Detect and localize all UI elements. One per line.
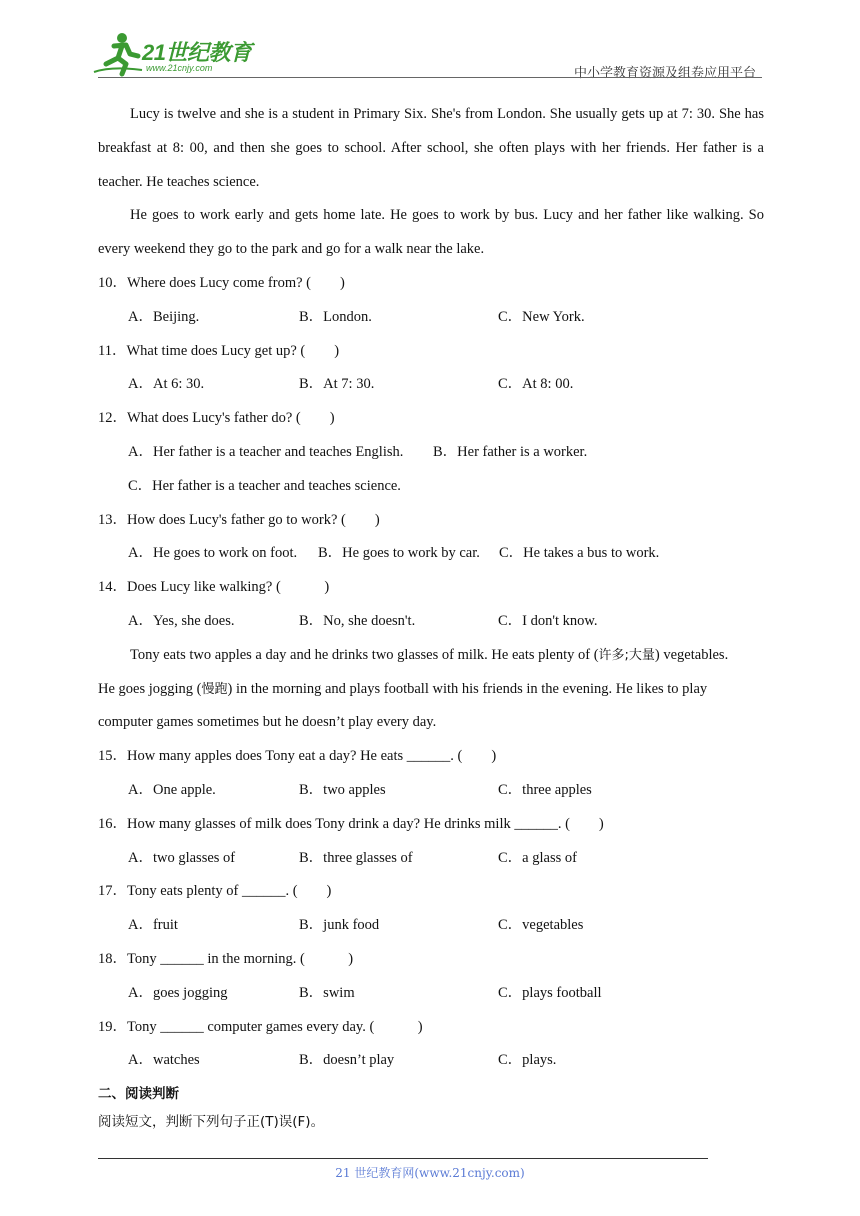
passage-line: [98, 673, 764, 707]
option-b[interactable]: B．three glasses of: [299, 849, 413, 866]
passage-line: [98, 639, 764, 673]
option-b[interactable]: B．London.: [299, 308, 372, 325]
question-text: 14．Does Lucy like walking? ( ): [98, 579, 330, 596]
question: [98, 1011, 764, 1045]
option-b[interactable]: B．At 7: 30.: [299, 376, 375, 393]
option-a[interactable]: A．watches: [128, 1052, 200, 1069]
chinese-gloss: 许多;大量: [598, 647, 655, 663]
section-heading: 二、阅读判断: [98, 1086, 179, 1103]
question: [98, 504, 764, 538]
site-logo: [92, 30, 262, 78]
options-row: [98, 470, 764, 504]
section-instruction: 阅读短文，判断下列句子正(T)误(F)。: [98, 1114, 325, 1131]
option-b[interactable]: B．doesn’t play: [299, 1052, 395, 1069]
passage-text: ) vegetables.: [654, 646, 729, 663]
option-c[interactable]: C．New York.: [498, 308, 585, 325]
option-a[interactable]: A．Yes, she does.: [128, 612, 235, 629]
logo-url: www.21cnjy.com: [146, 63, 213, 73]
runner-logo-icon: [92, 30, 148, 78]
option-b[interactable]: B．two apples: [299, 781, 386, 798]
option-b[interactable]: B．junk food: [299, 917, 380, 934]
question: [98, 267, 764, 301]
options-row: [98, 436, 764, 470]
options-row: [98, 977, 764, 1011]
passage-text: ) in the morning and plays football with his friends in the evening. He likes to play: [227, 680, 708, 697]
options-row: [98, 537, 764, 571]
question-text: 18．Tony ______ in the morning. ( ): [98, 950, 354, 967]
option-a[interactable]: A．fruit: [128, 917, 178, 934]
question-text: 19．Tony ______ computer games every day. ( ): [98, 1018, 423, 1035]
option-c[interactable]: C．plays.: [498, 1052, 557, 1069]
options-row: [98, 605, 764, 639]
options-row: [98, 909, 764, 943]
option-a[interactable]: A．Her father is a teacher and teaches English.: [128, 443, 404, 460]
option-a[interactable]: A．He goes to work on foot.: [128, 545, 298, 562]
options-row: [98, 842, 764, 876]
option-a[interactable]: A．Beijing.: [128, 308, 200, 325]
chinese-gloss: 慢跑: [201, 681, 228, 697]
option-a[interactable]: A．At 6: 30.: [128, 376, 205, 393]
question: [98, 875, 764, 909]
question: [98, 402, 764, 436]
options-row: [98, 368, 764, 402]
options-row: [98, 1044, 764, 1078]
header-divider: [98, 77, 762, 78]
options-row: [98, 774, 764, 808]
options-row: [98, 301, 764, 335]
passage-paragraph: Lucy is twelve and she is a student in Primary Six. She's from London. She usually gets up at 7: 30. She has breakfast at 8: 00, and then she goes to school. After school, she often plays with her friends. Her father is a teacher. He teaches science.: [98, 106, 764, 190]
question-text: 17．Tony eats plenty of ______. ( ): [98, 883, 332, 900]
question-text: 10．Where does Lucy come from? ( ): [98, 274, 345, 291]
option-c[interactable]: C．three apples: [498, 781, 592, 798]
question: [98, 335, 764, 369]
document-body: [98, 98, 764, 1136]
page-header: [0, 0, 860, 82]
passage-text: computer games sometimes but he doesn’t play every day.: [98, 714, 437, 731]
option-c[interactable]: C．a glass of: [498, 849, 577, 866]
option-a[interactable]: A．two glasses of: [128, 849, 236, 866]
option-b[interactable]: B．Her father is a worker.: [433, 443, 588, 460]
passage-text: He goes jogging (: [98, 680, 202, 697]
question: [98, 740, 764, 774]
question-text: 12．What does Lucy's father do? ( ): [98, 410, 335, 427]
option-c[interactable]: C．vegetables: [498, 917, 584, 934]
platform-title: 中小学教育资源及组卷应用平台: [573, 66, 756, 81]
footer-divider: [98, 1158, 708, 1159]
question-text: 11．What time does Lucy get up? ( ): [98, 342, 340, 359]
question-text: 16．How many glasses of milk does Tony drink a day? He drinks milk ______. ( ): [98, 815, 604, 832]
option-c[interactable]: C．plays football: [498, 984, 602, 1001]
question-text: 15．How many apples does Tony eat a day? He eats ______. ( ): [98, 748, 497, 765]
logo-text: 21世纪教育: [142, 40, 252, 65]
footer-text[interactable]: 21 世纪教育网(www.21cnjy.com): [335, 1166, 525, 1180]
question: [98, 571, 764, 605]
question-text: 13．How does Lucy's father go to work? ( ): [98, 511, 380, 528]
passage-text: Tony eats two apples a day and he drinks two glasses of milk. He eats plenty of (: [130, 646, 599, 663]
question: [98, 943, 764, 977]
option-b[interactable]: B．swim: [299, 984, 355, 1001]
passage-line: [98, 706, 764, 740]
passage-paragraph: He goes to work early and gets home late. He goes to work by bus. Lucy and her father like walking. So every weekend they go to the park and go for a walk near the lake.: [98, 207, 764, 258]
option-c[interactable]: C．Her father is a teacher and teaches science.: [128, 477, 401, 494]
option-c[interactable]: C．He takes a bus to work.: [499, 545, 660, 562]
option-c[interactable]: C．At 8: 00.: [498, 376, 574, 393]
option-b[interactable]: B．He goes to work by car.: [318, 545, 480, 562]
question: [98, 808, 764, 842]
option-b[interactable]: B．No, she doesn't.: [299, 612, 416, 629]
option-c[interactable]: C．I don't know.: [498, 612, 598, 629]
option-a[interactable]: A．One apple.: [128, 781, 216, 798]
option-a[interactable]: A．goes jogging: [128, 984, 228, 1001]
